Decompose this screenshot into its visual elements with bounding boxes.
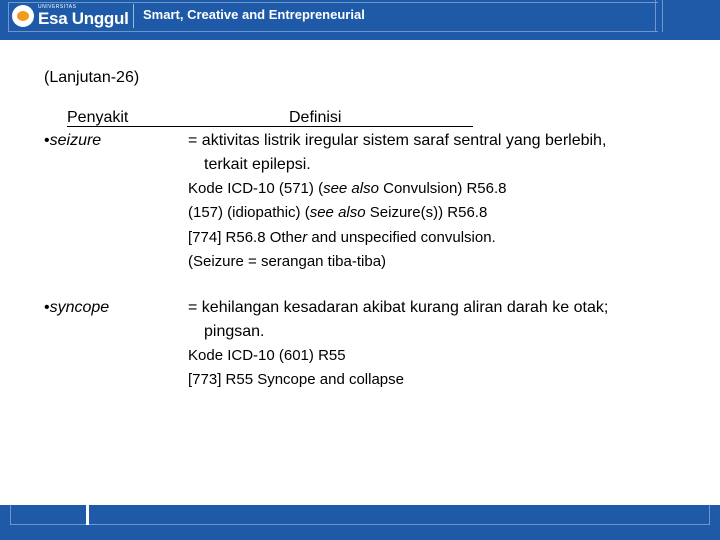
header-frame-end bbox=[655, 0, 663, 32]
icd-code-line: (157) (idiopathic) (see also Seizure(s)) R56.8 bbox=[188, 204, 488, 221]
definition-line: = kehilangan kesadaran akibat kurang aliran darah ke otak; bbox=[188, 299, 609, 316]
footer-bar bbox=[0, 505, 720, 540]
university-logo bbox=[12, 5, 129, 27]
term-label: syncope bbox=[49, 299, 110, 316]
definition-line: terkait epilepsi. bbox=[204, 156, 311, 173]
footer-notch bbox=[86, 505, 89, 525]
tagline: Smart, Creative and Entrepreneurial bbox=[143, 7, 365, 22]
bullet: • bbox=[44, 299, 50, 316]
column-header-disease: Penyakit bbox=[67, 109, 129, 126]
icd-code-line: [774] R56.8 Other and unspecified convulsion. bbox=[188, 229, 496, 246]
definition-line: = aktivitas listrik iregular sistem saraf sentral yang berlebih, bbox=[188, 132, 607, 149]
column-header-definition: Definisi bbox=[289, 109, 342, 126]
term-seizure bbox=[44, 131, 101, 151]
logo-name: Esa Unggul bbox=[38, 9, 129, 28]
logo-icon bbox=[12, 5, 34, 27]
definition-note: (Seizure = serangan tiba-tiba) bbox=[188, 253, 387, 270]
icd-code-line: Kode ICD-10 (601) R55 bbox=[188, 347, 346, 364]
header-divider bbox=[133, 4, 134, 28]
slide-subtitle: (Lanjutan-26) bbox=[44, 69, 140, 86]
term-syncope bbox=[44, 298, 109, 318]
icd-code-line: Kode ICD-10 (571) (see also Convulsion) R56.8 bbox=[188, 180, 507, 197]
header-bar bbox=[0, 0, 720, 40]
header-underline bbox=[67, 126, 473, 127]
logo-small-text: UNIVERSITAS bbox=[38, 4, 77, 10]
footer-frame bbox=[10, 505, 710, 525]
bullet: • bbox=[44, 132, 50, 149]
definition-line: pingsan. bbox=[204, 323, 265, 340]
term-label: seizure bbox=[49, 132, 102, 149]
icd-code-line: [773] R55 Syncope and collapse bbox=[188, 371, 404, 388]
